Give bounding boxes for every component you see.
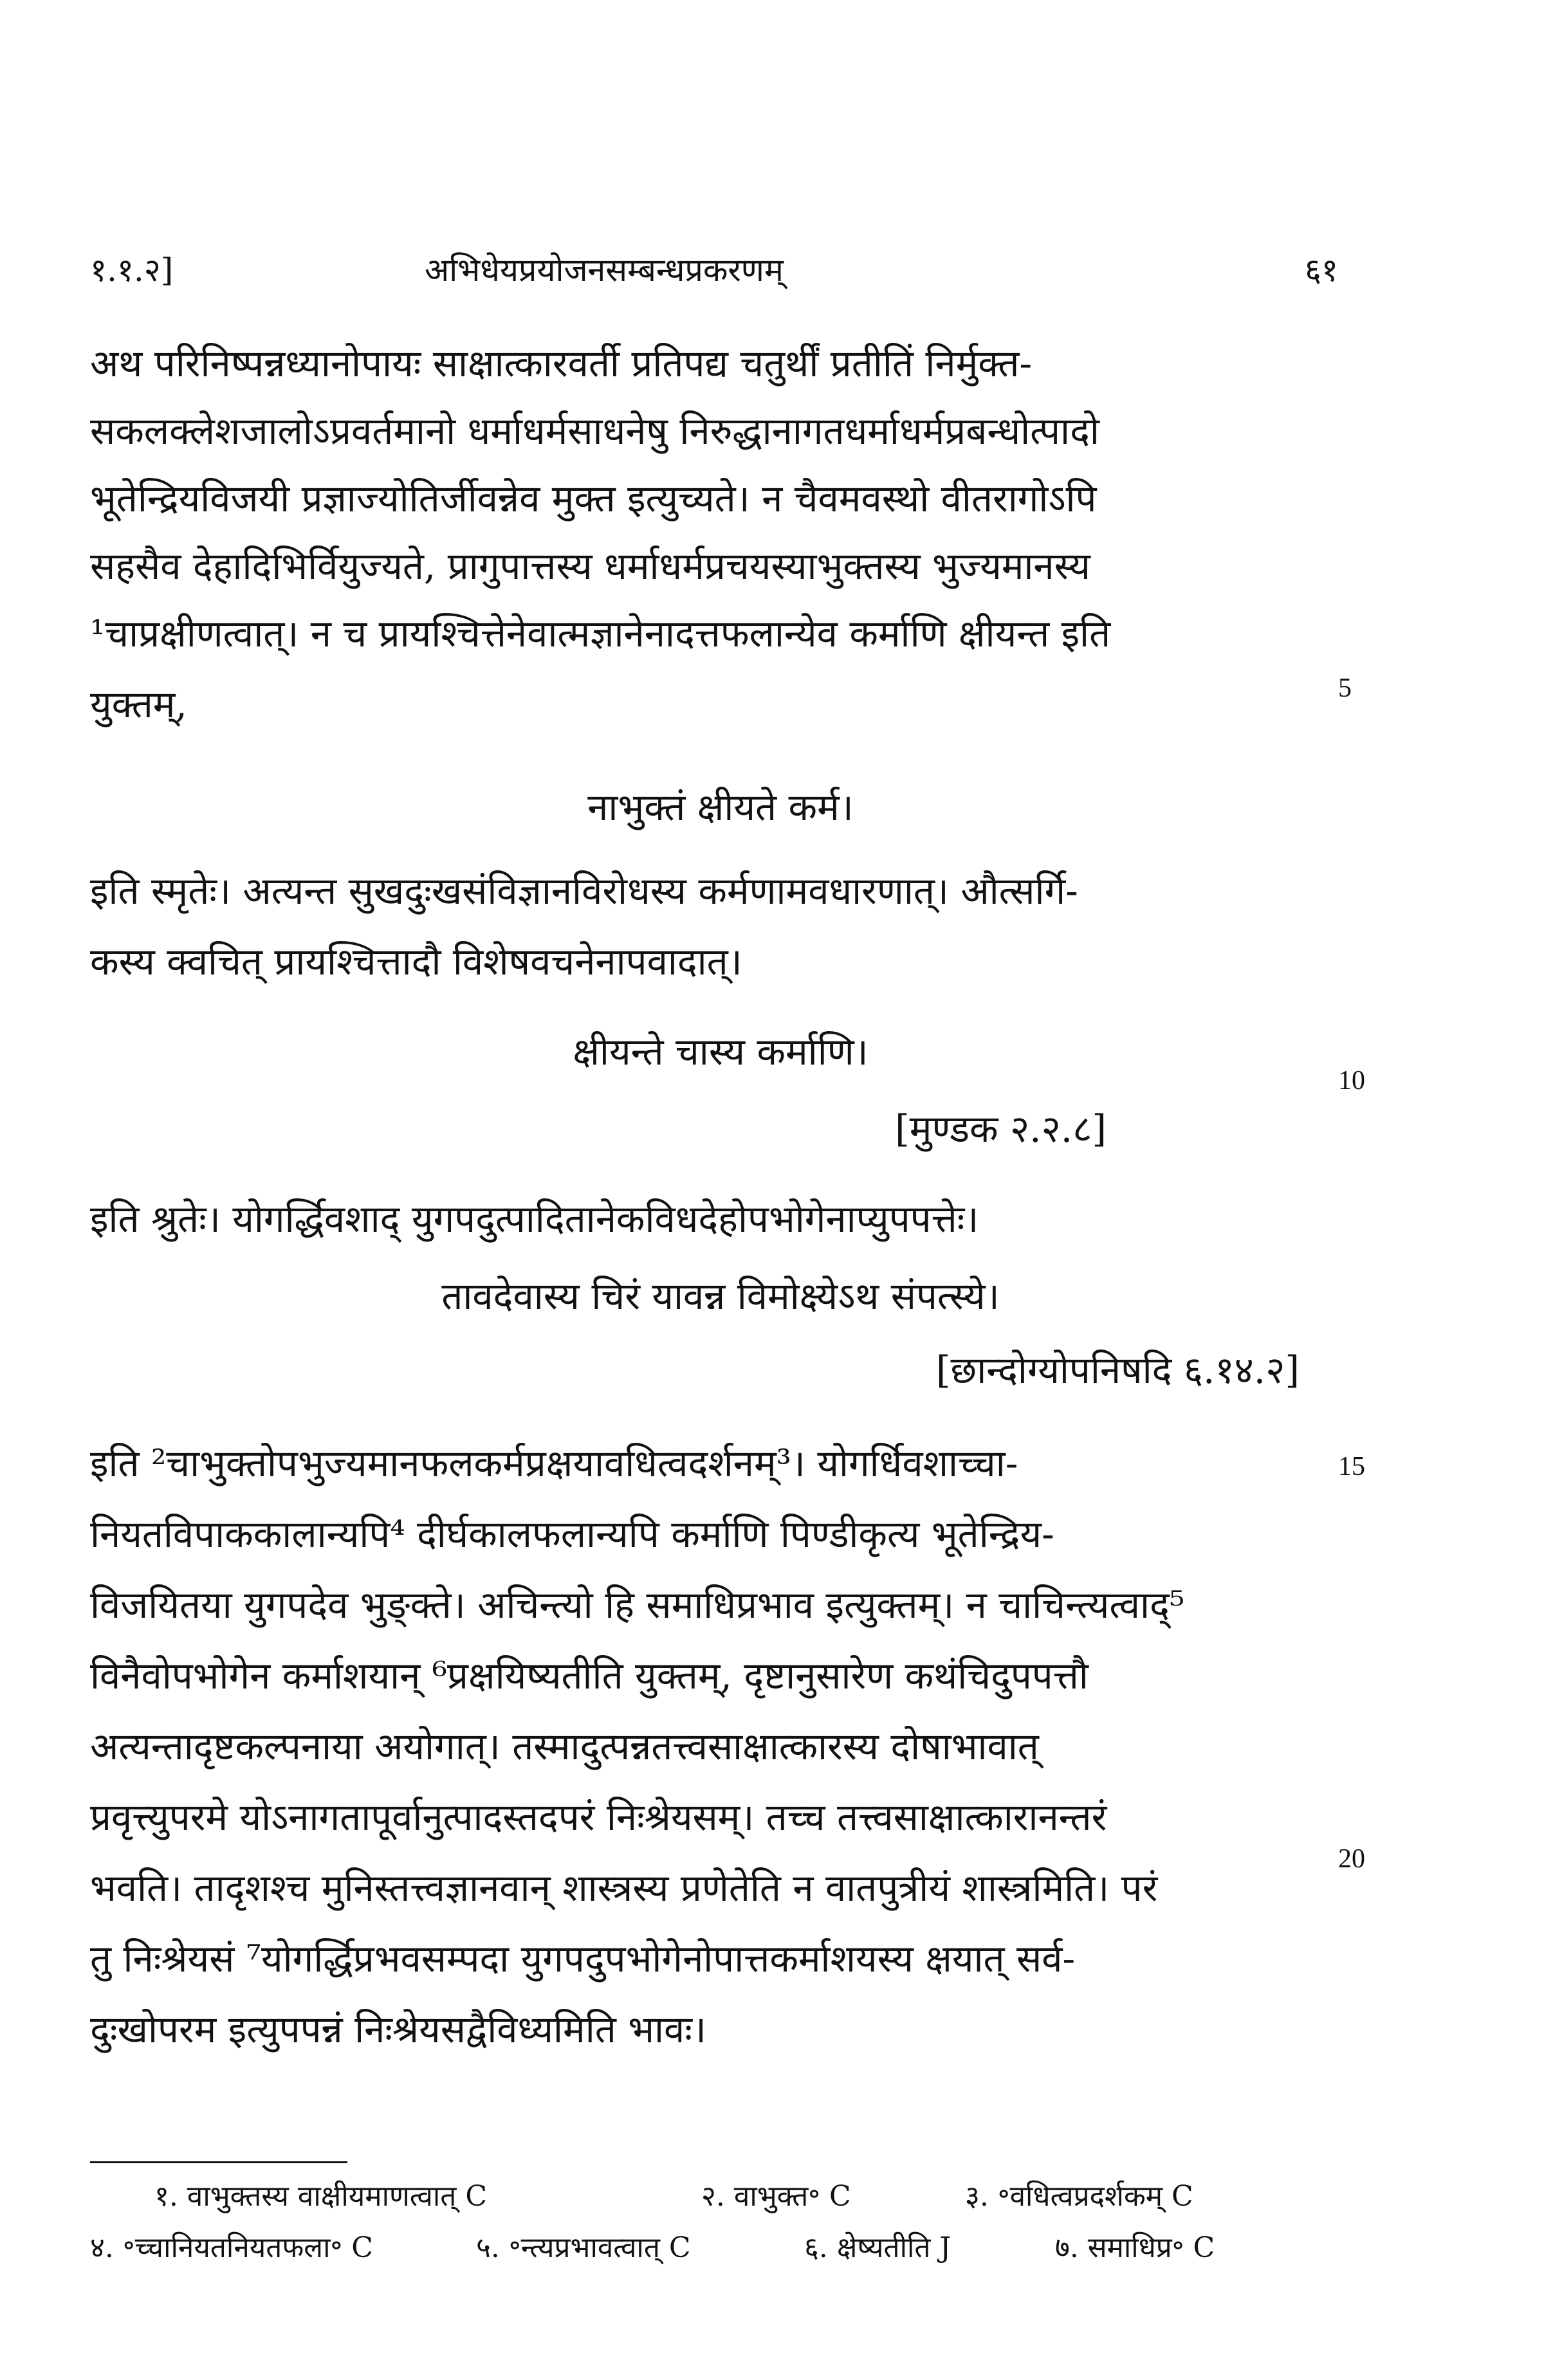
text-line: इति श्रुतेः। योगर्द्धिवशाद् युगपदुत्पादितानेकविधदेहोपभोगेनाप्युपपत्तेः। — [90, 1197, 979, 1241]
text-line: विजयितया युगपदेव भुङ्क्ते। अचिन्त्यो हि समाधिप्रभाव इत्युक्तम्। न चाचिन्त्यत्वाद्⁵ — [90, 1583, 1185, 1627]
footnote: २. वाभुक्त॰ C — [701, 2180, 851, 2213]
line-number: 20 — [1338, 1844, 1365, 1874]
footnote: ३. ॰वधित्वप्रदर्शकम् C — [965, 2180, 1193, 2213]
citation: [मुण्डक २.२.८] — [895, 1107, 1107, 1151]
line-number: 15 — [1338, 1452, 1365, 1481]
text-line: कस्य क्वचित् प्रायश्चित्तादौ विशेषवचनेनापवादात्। — [90, 940, 742, 984]
text-line: दुःखोपरम इत्युपपन्नं निःश्रेयसद्वैविध्यमिति भावः। — [90, 2008, 706, 2051]
running-header — [90, 244, 1441, 296]
line-number: 10 — [1338, 1066, 1365, 1095]
text-line: सहसैव देहादिभिर्वियुज्यते, प्रागुपात्तस्य धर्माधर्मप्रचयस्याभुक्तस्य भुज्यमानस्य — [90, 544, 1090, 588]
text-line: भूतेन्द्रियविजयी प्रज्ञाज्योतिर्जीवन्नेव मुक्त इत्युच्यते। न चैवमवस्थो वीतरागोऽपि — [90, 477, 1097, 520]
page-number: ६१ — [1305, 252, 1338, 289]
text-line: युक्तम्, — [90, 682, 187, 726]
text-line: विनैवोपभोगेन कर्माशयान् ⁶प्रक्षयिष्यतीति युक्तम्, दृष्टानुसारेण कथंचिदुपपत्तौ — [90, 1654, 1089, 1698]
citation: [छान्दोग्योपनिषदि ६.१४.२] — [935, 1348, 1300, 1392]
footnote: ६. क्षेष्यतीति J — [804, 2231, 951, 2264]
text-line: तु निःश्रेयसं ⁷योगर्द्धिप्रभवसम्पदा युगपदुपभोगेनोपात्तकर्माशयस्य क्षयात् सर्व- — [90, 1937, 1076, 1981]
text-line: ¹चाप्रक्षीणत्वात्। न च प्रायश्चित्तेनेवात्मज्ञानेनादत्तफलान्येव कर्माणि क्षीयन्त इति — [90, 612, 1111, 655]
text-line: नियतविपाककालान्यपि⁴ दीर्घकालफलान्यपि कर्माणि पिण्डीकृत्य भूतेन्द्रिय- — [90, 1512, 1054, 1556]
text-line: अथ परिनिष्पन्नध्यानोपायः साक्षात्कारवर्ती प्रतिपद्य चतुर्थीं प्रतीतिं निर्मुक्त- — [90, 342, 1033, 385]
text-line: इति ²चाभुक्तोपभुज्यमानफलकर्मप्रक्षयावधित्वदर्शनम्³। योगर्धिवशाच्चा- — [90, 1442, 1018, 1485]
footnote-rule — [90, 2161, 347, 2163]
chapter-title: अभिधेयप्रयोजनसम्बन्धप्रकरणम् — [425, 252, 784, 289]
verse-quote: तावदेवास्य चिरं यावन्न विमोक्ष्येऽथ संपत्स्ये। — [441, 1274, 1000, 1318]
text-line: भवति। तादृशश्च मुनिस्तत्त्वज्ञानवान् शास्त्रस्य प्रणेतेति न वातपुत्रीयं शास्त्रमिति। परं — [90, 1866, 1158, 1910]
verse-quote: नाभुक्तं क्षीयते कर्म। — [587, 785, 854, 829]
text-line: इति स्मृतेः। अत्यन्त सुखदुःखसंविज्ञानविरोधस्य कर्मणामवधारणात्। औत्सर्गि- — [90, 869, 1078, 913]
line-number: 5 — [1338, 673, 1352, 703]
section-number: १.१.२] — [90, 252, 174, 289]
footnote: १. वाभुक्तस्य वाक्षीयमाणत्वात् C — [154, 2180, 488, 2213]
text-line: प्रवृत्त्युपरमे योऽनागतापूर्वानुत्पादस्तदपरं निःश्रेयसम्। तच्च तत्त्वसाक्षात्कारानन्तरं — [90, 1795, 1107, 1839]
text-line: सकलक्लेशजालोऽप्रवर्तमानो धर्माधर्मसाधनेषु निरुद्धानागतधर्माधर्मप्रबन्धोत्पादो — [90, 409, 1099, 453]
text-line: अत्यन्तादृष्टकल्पनाया अयोगात्। तस्मादुत्पन्नतत्त्वसाक्षात्कारस्य दोषाभावात् — [90, 1725, 1039, 1768]
footnote: ५. ॰न्त्यप्रभावत्वात् C — [476, 2231, 691, 2264]
footnote: ४. ॰च्चानियतनियतफला॰ C — [90, 2231, 373, 2264]
verse-quote: क्षीयन्ते चास्य कर्माणि। — [573, 1030, 868, 1074]
footnote: ७. समाधिप्र॰ C — [1055, 2231, 1215, 2264]
